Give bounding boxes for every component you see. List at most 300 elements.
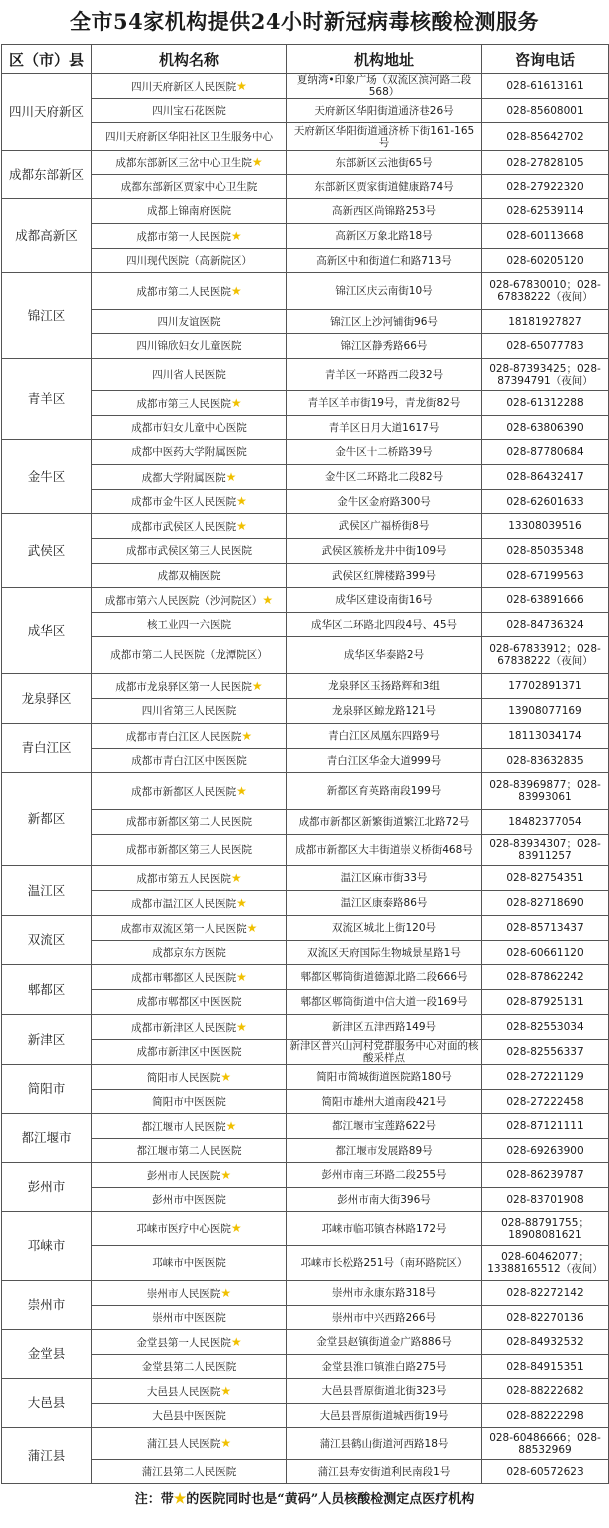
institution-name: 邛崃市医疗中心医院 <box>136 1223 231 1235</box>
institution-cell <box>92 1163 287 1188</box>
address-cell: 青羊区一环路西二段32号 <box>287 359 482 391</box>
phone-cell: 17702891371 <box>482 674 609 699</box>
address-cell: 崇州市中兴西路266号 <box>287 1306 482 1330</box>
phone-cell: 028-65077783 <box>482 334 609 359</box>
institution-name: 成都市郫都区中医医院 <box>136 996 242 1008</box>
address-cell: 成华区华泰路2号 <box>287 637 482 674</box>
table-row <box>2 866 609 891</box>
phone-cell: 028-67830010；028-67838222（夜间） <box>482 273 609 310</box>
district-cell: 新津区 <box>2 1015 92 1065</box>
phone-cell: 028-87925131 <box>482 990 609 1015</box>
star-icon: ★ <box>225 469 237 484</box>
institution-name: 成都中医药大学附属医院 <box>131 446 247 458</box>
address-cell: 新津区五津西路149号 <box>287 1015 482 1040</box>
star-icon: ★ <box>230 228 242 243</box>
phone-cell: 028-62601633 <box>482 490 609 514</box>
institution-name: 成都市第一人民医院 <box>136 230 231 243</box>
institution-cell <box>92 440 287 465</box>
institution-cell <box>92 1281 287 1306</box>
star-icon: ★ <box>220 1167 232 1182</box>
phone-cell: 028-85713437 <box>482 916 609 941</box>
phone-cell: 028-82718690 <box>482 891 609 916</box>
institution-cell <box>92 175 287 199</box>
institution-cell <box>92 359 287 391</box>
table-row <box>2 1065 609 1090</box>
institution-name: 成都市青白江区人民医院 <box>125 730 242 743</box>
phone-cell: 028-60205120 <box>482 249 609 273</box>
table-row <box>2 1139 609 1163</box>
table-row <box>2 749 609 773</box>
star-icon: ★ <box>251 155 263 169</box>
header-address: 机构地址 <box>287 45 482 74</box>
table-row <box>2 359 609 391</box>
table-row <box>2 273 609 310</box>
address-cell: 双流区天府国际生物城景星路1号 <box>287 941 482 965</box>
district-cell: 锦江区 <box>2 273 92 359</box>
address-cell: 金堂县赵镇街道金广路886号 <box>287 1330 482 1355</box>
table-row <box>2 588 609 613</box>
institution-cell <box>92 835 287 866</box>
institution-cell <box>92 224 287 249</box>
phone-cell: 028-60572623 <box>482 1460 609 1484</box>
address-cell: 锦江区静秀路66号 <box>287 334 482 359</box>
district-cell: 温江区 <box>2 866 92 916</box>
phone-cell: 028-63806390 <box>482 416 609 440</box>
phone-cell: 18482377054 <box>482 810 609 835</box>
institution-name: 成都市武侯区第三人民医院 <box>126 545 252 557</box>
star-icon: ★ <box>220 1436 232 1450</box>
institution-name: 四川省第三人民医院 <box>141 705 237 717</box>
table-row <box>2 465 609 490</box>
phone-cell: 028-87780684 <box>482 440 609 465</box>
address-cell: 邛崃市长松路251号（南环路院区） <box>287 1246 482 1281</box>
institution-name: 四川现代医院（高新院区） <box>126 254 252 267</box>
table-row <box>2 1355 609 1379</box>
table-row <box>2 1306 609 1330</box>
table-row <box>2 613 609 637</box>
institution-cell <box>92 391 287 416</box>
table-row <box>2 1188 609 1212</box>
phone-cell: 028-83701908 <box>482 1188 609 1212</box>
table-row <box>2 637 609 674</box>
address-cell: 金牛区金府路300号 <box>287 490 482 514</box>
star-icon: ★ <box>236 783 247 798</box>
institution-name: 成都市新都区第三人民医院 <box>126 844 252 856</box>
institution-name: 成都市双流区第一人民医院 <box>120 922 247 935</box>
institution-name: 成都市郫都区人民医院 <box>131 971 237 984</box>
address-cell: 锦江区上沙河铺街96号 <box>287 310 482 334</box>
district-cell: 成都高新区 <box>2 199 92 273</box>
institution-cell <box>92 465 287 490</box>
institution-cell <box>92 1040 287 1065</box>
institution-name: 成都市温江区人民医院 <box>131 897 237 910</box>
star-icon: ★ <box>241 728 253 743</box>
phone-cell: 028-87121111 <box>482 1114 609 1139</box>
institution-name: 成都市新都区第二人民医院 <box>126 816 252 828</box>
table-row <box>2 539 609 564</box>
phone-cell: 028-88222298 <box>482 1404 609 1428</box>
institution-name: 金堂县第二人民医院 <box>141 1360 237 1373</box>
institution-name: 大邑县人民医院 <box>146 1385 221 1398</box>
table-row <box>2 151 609 175</box>
institution-name: 成都东部新区贾家中心卫生院 <box>120 180 258 193</box>
address-cell: 青羊区日月大道1617号 <box>287 416 482 440</box>
table-body <box>2 74 609 1484</box>
table-row <box>2 1330 609 1355</box>
footnote-suffix: 的医院同时也是“黄码”人员核酸检测定点医疗机构 <box>186 1492 475 1507</box>
institution-name: 简阳市人民医院 <box>146 1071 221 1084</box>
district-cell: 青白江区 <box>2 724 92 773</box>
institution-cell <box>92 891 287 916</box>
institution-cell <box>92 1330 287 1355</box>
institution-name: 四川锦欣妇女儿童医院 <box>136 340 242 352</box>
table-row <box>2 916 609 941</box>
phone-cell: 028-85642702 <box>482 123 609 151</box>
institution-name: 成都市第五人民医院 <box>136 872 231 885</box>
table-row <box>2 249 609 273</box>
institution-cell <box>92 273 287 310</box>
institution-name: 金堂县第一人民医院 <box>136 1336 231 1349</box>
institution-cell <box>92 539 287 564</box>
institution-cell <box>92 941 287 965</box>
institution-cell <box>92 1460 287 1484</box>
table-row <box>2 810 609 835</box>
institution-cell <box>92 151 287 175</box>
district-cell: 邛崃市 <box>2 1212 92 1281</box>
district-cell: 双流区 <box>2 916 92 965</box>
phone-cell: 028-69263900 <box>482 1139 609 1163</box>
table-row <box>2 1281 609 1306</box>
table-row <box>2 773 609 810</box>
phone-cell: 028-67199563 <box>482 564 609 588</box>
institution-name: 核工业四一六医院 <box>147 618 231 631</box>
institution-name: 成都市新都区人民医院 <box>131 785 237 798</box>
institution-cell <box>92 310 287 334</box>
star-icon: ★ <box>220 1383 232 1398</box>
institution-name: 都江堰市人民医院 <box>141 1120 226 1133</box>
phone-cell: 028-82754351 <box>482 866 609 891</box>
star-icon: ★ <box>220 1069 232 1084</box>
institution-cell <box>92 588 287 613</box>
phone-cell: 028-60113668 <box>482 224 609 249</box>
table-row <box>2 1015 609 1040</box>
institution-name: 成都市金牛区人民医院 <box>131 496 237 508</box>
address-cell: 郫都区郫筒街道德源北路二段666号 <box>287 965 482 990</box>
star-icon: ★ <box>236 895 247 910</box>
table-row <box>2 99 609 123</box>
table-row <box>2 224 609 249</box>
address-cell: 温江区康泰路86号 <box>287 891 482 916</box>
institution-name: 成都大学附属医院 <box>141 471 226 484</box>
phone-cell: 028-84736324 <box>482 613 609 637</box>
table-row <box>2 965 609 990</box>
phone-cell: 028-82553034 <box>482 1015 609 1040</box>
star-icon: ★ <box>230 1334 242 1349</box>
address-cell: 锦江区庆云南街10号 <box>287 273 482 310</box>
phone-cell: 028-87393425；028-87394791（夜间） <box>482 359 609 391</box>
star-icon: ★ <box>251 678 263 693</box>
phone-cell: 028-86239787 <box>482 1163 609 1188</box>
address-cell: 金堂县淮口镇淮白路275号 <box>287 1355 482 1379</box>
header-phone: 咨询电话 <box>482 45 609 74</box>
address-cell: 彭州市南三环路二段255号 <box>287 1163 482 1188</box>
institution-cell <box>92 810 287 835</box>
address-cell: 新都区育英路南段199号 <box>287 773 482 810</box>
address-cell: 青羊区羊市街19号，青龙街82号 <box>287 391 482 416</box>
institution-name: 蒲江县第二人民医院 <box>141 1465 237 1478</box>
district-cell: 四川天府新区 <box>2 74 92 151</box>
phone-cell: 028-27221129 <box>482 1065 609 1090</box>
institution-cell <box>92 965 287 990</box>
institution-cell <box>92 1139 287 1163</box>
institution-name: 彭州市人民医院 <box>146 1169 221 1182</box>
phone-cell: 028-83969877；028-83993061 <box>482 773 609 810</box>
address-cell: 成华区建设南街16号 <box>287 588 482 613</box>
institution-cell <box>92 99 287 123</box>
phone-cell: 028-27922320 <box>482 175 609 199</box>
district-cell: 崇州市 <box>2 1281 92 1330</box>
address-cell: 崇州市永康东路318号 <box>287 1281 482 1306</box>
phone-cell: 028-60462077；13388165512（夜间） <box>482 1246 609 1281</box>
institution-name: 彭州市中医医院 <box>152 1193 226 1206</box>
phone-cell: 028-60486666；028-88532969 <box>482 1428 609 1460</box>
institution-cell <box>92 613 287 637</box>
star-icon: ★ <box>236 78 247 93</box>
phone-cell: 028-82556337 <box>482 1040 609 1065</box>
institution-cell <box>92 916 287 941</box>
district-cell: 简阳市 <box>2 1065 92 1114</box>
table-row <box>2 835 609 866</box>
institution-cell <box>92 1065 287 1090</box>
header-institution: 机构名称 <box>92 45 287 74</box>
table-row <box>2 199 609 224</box>
address-cell: 高新西区尚锦路253号 <box>287 199 482 224</box>
institution-name: 成都双楠医院 <box>157 569 221 582</box>
table-row <box>2 674 609 699</box>
address-cell: 天府新区华阳街道通济桥下街161-165号 <box>287 123 482 151</box>
institution-cell <box>92 1188 287 1212</box>
institution-name: 成都市青白江区中医医院 <box>131 754 247 767</box>
institution-cell <box>92 334 287 359</box>
table-row <box>2 1114 609 1139</box>
institution-name: 四川友谊医院 <box>157 315 221 328</box>
phone-cell: 028-61613161 <box>482 74 609 99</box>
institution-name: 四川天府新区人民医院 <box>131 80 237 93</box>
institution-name: 成都市新津区人民医院 <box>131 1021 237 1034</box>
district-cell: 青羊区 <box>2 359 92 440</box>
district-cell: 金牛区 <box>2 440 92 514</box>
footnote <box>0 1484 609 1514</box>
district-cell: 成华区 <box>2 588 92 674</box>
phone-cell: 18113034174 <box>482 724 609 749</box>
institution-cell <box>92 416 287 440</box>
phone-cell: 028-27222458 <box>482 1090 609 1114</box>
institution-cell <box>92 1090 287 1114</box>
table-row <box>2 564 609 588</box>
institution-name: 简阳市中医医院 <box>152 1095 226 1108</box>
star-icon: ★ <box>236 969 247 984</box>
phone-cell: 18181927827 <box>482 310 609 334</box>
institution-name: 成都市第二人民医院（龙潭院区） <box>110 649 268 661</box>
footnote-prefix: 注：带 <box>134 1492 174 1507</box>
table-row <box>2 941 609 965</box>
institution-name: 邛崃市中医医院 <box>152 1257 226 1269</box>
star-icon: ★ <box>236 518 247 533</box>
institution-name: 成都市第二人民医院 <box>136 285 231 298</box>
district-cell: 都江堰市 <box>2 1114 92 1163</box>
table-row <box>2 1040 609 1065</box>
star-icon: ★ <box>225 1118 237 1133</box>
phone-cell: 13908077169 <box>482 699 609 724</box>
address-cell: 蒲江县寿安街道利民南段1号 <box>287 1460 482 1484</box>
district-cell: 金堂县 <box>2 1330 92 1379</box>
phone-cell: 028-84932532 <box>482 1330 609 1355</box>
address-cell: 东部新区贾家街道健康路74号 <box>287 175 482 199</box>
institution-name: 四川省人民医院 <box>152 368 226 381</box>
address-cell: 金牛区十二桥路39号 <box>287 440 482 465</box>
district-cell: 彭州市 <box>2 1163 92 1212</box>
address-cell: 龙泉驿区鲸龙路121号 <box>287 699 482 724</box>
address-cell: 青白江区华金大道999号 <box>287 749 482 773</box>
table-row <box>2 1379 609 1404</box>
table-row <box>2 310 609 334</box>
address-cell: 彭州市南大街396号 <box>287 1188 482 1212</box>
address-cell: 新津区普兴山河村党群服务中心对面的核酸采样点 <box>287 1040 482 1065</box>
institution-name: 蒲江县人民医院 <box>146 1438 221 1450</box>
institution-cell <box>92 74 287 99</box>
institution-cell <box>92 866 287 891</box>
institution-name: 四川宝石花医院 <box>152 104 226 117</box>
institution-cell <box>92 773 287 810</box>
institution-cell <box>92 674 287 699</box>
institution-cell <box>92 1015 287 1040</box>
phone-cell: 13308039516 <box>482 514 609 539</box>
address-cell: 都江堰市宝莲路622号 <box>287 1114 482 1139</box>
institution-name: 都江堰市第二人民医院 <box>136 1144 242 1157</box>
address-cell: 高新区万象北路18号 <box>287 224 482 249</box>
table-row <box>2 1246 609 1281</box>
institution-cell <box>92 1355 287 1379</box>
institution-name: 成都市第三人民医院 <box>136 397 231 410</box>
table-row <box>2 1428 609 1460</box>
table-row <box>2 891 609 916</box>
table-row <box>2 175 609 199</box>
address-cell: 成都市新都区大丰街道崇义桥街468号 <box>287 835 482 866</box>
address-cell: 郫都区郫筒街道中信大道一段169号 <box>287 990 482 1015</box>
institution-name: 大邑县中医医院 <box>152 1409 226 1422</box>
institution-name: 成都上锦南府医院 <box>147 205 231 217</box>
phone-cell: 028-85608001 <box>482 99 609 123</box>
address-cell: 蒲江县鹤山街道河西路18号 <box>287 1428 482 1460</box>
table-row <box>2 490 609 514</box>
phone-cell: 028-85035348 <box>482 539 609 564</box>
institution-cell <box>92 724 287 749</box>
address-cell: 双流区城北上街120号 <box>287 916 482 941</box>
star-icon: ★ <box>220 1285 232 1300</box>
institution-cell <box>92 490 287 514</box>
address-cell: 青白江区凤凰东四路9号 <box>287 724 482 749</box>
institution-cell <box>92 123 287 151</box>
address-cell: 武侯区广福桥街8号 <box>287 514 482 539</box>
page-title: 全市54家机构提供24小时新冠病毒核酸检测服务 <box>70 9 539 34</box>
address-cell: 龙泉驿区玉扬路辉和3组 <box>287 674 482 699</box>
address-cell: 夏纳湾•印象广场（双流区滨河路二段568） <box>287 74 482 99</box>
institution-name: 崇州市中医医院 <box>152 1311 226 1324</box>
phone-cell: 028-67833912；028-67838222（夜间） <box>482 637 609 674</box>
institution-cell <box>92 1379 287 1404</box>
phone-cell: 028-62539114 <box>482 199 609 224</box>
address-cell: 武侯区红牌楼路399号 <box>287 564 482 588</box>
table-row <box>2 990 609 1015</box>
star-icon: ★ <box>230 283 242 298</box>
table-row <box>2 699 609 724</box>
star-icon: ★ <box>230 1221 242 1235</box>
district-cell: 新都区 <box>2 773 92 866</box>
table-row <box>2 1090 609 1114</box>
district-cell: 蒲江县 <box>2 1428 92 1484</box>
institution-cell <box>92 637 287 674</box>
star-icon: ★ <box>236 494 247 508</box>
phone-cell: 028-82272142 <box>482 1281 609 1306</box>
institution-cell <box>92 249 287 273</box>
institution-cell <box>92 749 287 773</box>
address-cell: 大邑县晋原街道城西街19号 <box>287 1404 482 1428</box>
institution-cell <box>92 1404 287 1428</box>
district-cell: 武侯区 <box>2 514 92 588</box>
institution-name: 成都市妇女儿童中心医院 <box>131 421 247 434</box>
institution-table <box>1 44 609 1484</box>
institution-name: 成都市龙泉驿区第一人民医院 <box>115 680 252 693</box>
district-cell: 大邑县 <box>2 1379 92 1428</box>
star-icon: ★ <box>230 870 242 885</box>
table-row <box>2 724 609 749</box>
phone-cell: 028-88791755；18908081621 <box>482 1212 609 1246</box>
address-cell: 简阳市简城街道医院路180号 <box>287 1065 482 1090</box>
table-row <box>2 1163 609 1188</box>
institution-name: 成都东部新区三岔中心卫生院 <box>115 157 252 169</box>
table-row <box>2 334 609 359</box>
phone-cell: 028-60661120 <box>482 941 609 965</box>
table-row <box>2 123 609 151</box>
table-row <box>2 391 609 416</box>
phone-cell: 028-88222682 <box>482 1379 609 1404</box>
table-row <box>2 1212 609 1246</box>
star-icon: ★ <box>246 920 258 935</box>
institution-name: 成都京东方医院 <box>152 946 226 959</box>
table-row <box>2 440 609 465</box>
institution-cell <box>92 564 287 588</box>
table-row <box>2 416 609 440</box>
star-icon: ★ <box>173 1491 187 1507</box>
institution-name: 成都市武侯区人民医院 <box>131 520 237 533</box>
institution-cell <box>92 1246 287 1281</box>
phone-cell: 028-63891666 <box>482 588 609 613</box>
address-cell: 东部新区云池街65号 <box>287 151 482 175</box>
district-cell: 郫都区 <box>2 965 92 1015</box>
address-cell: 大邑县晋原街道北街323号 <box>287 1379 482 1404</box>
phone-cell: 028-27828105 <box>482 151 609 175</box>
institution-name: 四川天府新区华阳社区卫生服务中心 <box>105 130 273 143</box>
header-row <box>2 45 609 74</box>
address-cell: 简阳市雄州大道南段421号 <box>287 1090 482 1114</box>
address-cell: 金牛区二环路北二段82号 <box>287 465 482 490</box>
institution-cell <box>92 199 287 224</box>
table-row <box>2 74 609 99</box>
star-icon: ★ <box>262 592 274 607</box>
institution-cell <box>92 1114 287 1139</box>
star-icon: ★ <box>230 395 242 410</box>
phone-cell: 028-86432417 <box>482 465 609 490</box>
